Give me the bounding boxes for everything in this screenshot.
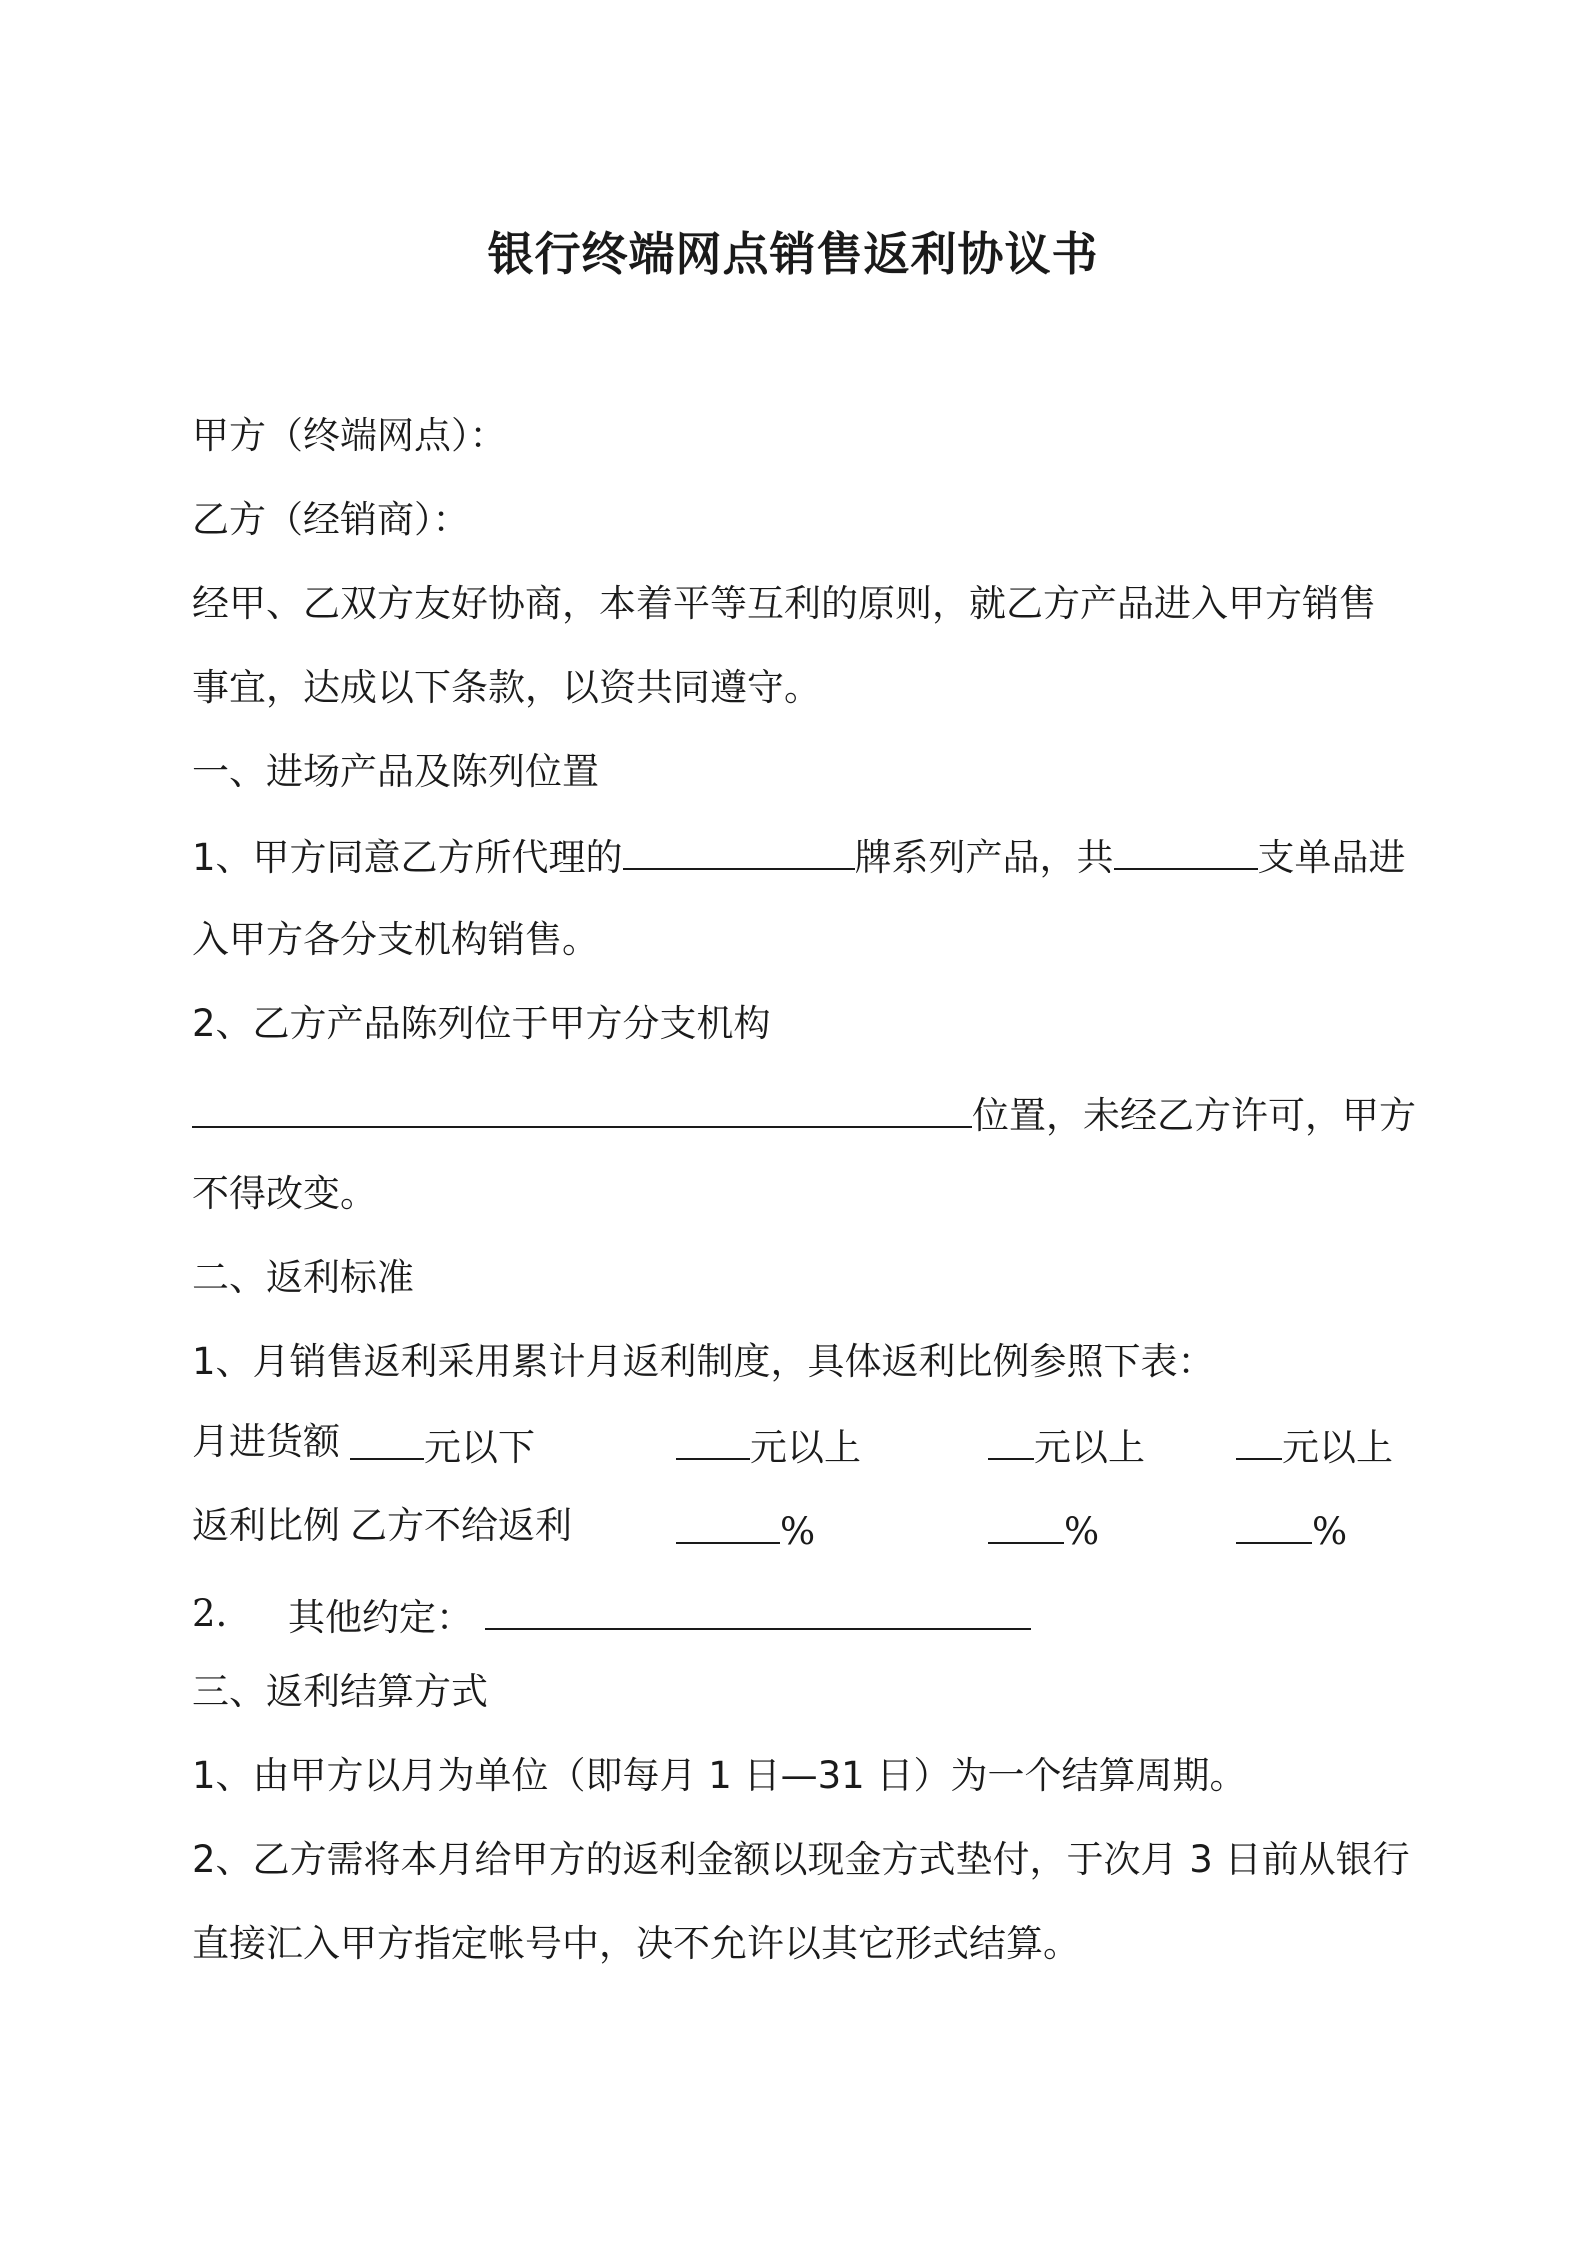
party-a-label: 甲方（终端网点）： [192,414,507,457]
table-row-2-cell-2 [676,1508,815,1556]
table-row-1-cell-4 [1236,1424,1393,1472]
intro-line-2: 事宜，达成以下条款，以资共同遵守。 [192,666,821,709]
table-row-2-cell-1: 乙方不给返利 [350,1504,572,1547]
cell-2-text: 元以上 [750,1426,861,1469]
amount-blank-4[interactable] [1236,1424,1282,1460]
other-agreement-label: 其他约定： [288,1596,473,1639]
rate-blank-2[interactable] [988,1508,1064,1544]
cell-1-text: 元以下 [424,1426,535,1469]
section-3-item-1: 1、由甲方以月为单位（即每月 1 日—31 日）为一个结算周期。 [192,1754,1247,1797]
percent-sign-1: % [780,1510,816,1553]
percent-sign-2: % [1064,1510,1100,1553]
table-row-2-cell-4 [1236,1508,1347,1556]
brand-blank[interactable] [623,832,855,870]
amount-blank-2[interactable] [676,1424,750,1460]
section-2-heading: 二、返利标准 [192,1256,414,1299]
item-1-text-a: 1、甲方同意乙方所代理的 [192,836,623,879]
rate-blank-3[interactable] [1236,1508,1312,1544]
section-1-item-2: 2、乙方产品陈列位于甲方分支机构 [192,1002,771,1045]
intro-line-1: 经甲、乙双方友好协商，本着平等互利的原则，就乙方产品进入甲方销售 [192,582,1376,625]
section-1-heading: 一、进场产品及陈列位置 [192,750,599,793]
table-row-1-cell-2 [676,1424,861,1472]
table-row-2-label: 返利比例 [192,1504,340,1547]
table-row-2-cell-3 [988,1508,1099,1556]
position-blank[interactable] [192,1090,972,1128]
section-2-item-2-number: 2. [192,1592,228,1635]
item-1-text-c: 支单品进 [1257,836,1406,879]
amount-blank-1[interactable] [350,1424,424,1460]
section-1-item-1-line-2: 入甲方各分支机构销售。 [192,918,599,961]
table-row-1-cell-3 [988,1424,1145,1472]
section-1-item-2-line-2 [192,1090,1416,1140]
section-2-item-1: 1、月销售返利采用累计月返利制度，具体返利比例参照下表： [192,1340,1215,1383]
section-3-item-2-line-2: 直接汇入甲方指定帐号中，决不允许以其它形式结算。 [192,1922,1080,1965]
amount-blank-3[interactable] [988,1424,1034,1460]
item-1-text-b: 牌系列产品，共 [854,836,1114,879]
table-row-1-cell-1 [350,1424,535,1472]
document-title: 银行终端网点销售返利协议书 [487,227,1099,281]
section-2-item-2 [288,1590,1031,1642]
rate-blank-1[interactable] [676,1508,780,1544]
party-b-label: 乙方（经销商）： [192,498,470,541]
table-row-1-label: 月进货额 [192,1420,340,1463]
count-blank[interactable] [1114,832,1258,870]
section-3-heading: 三、返利结算方式 [192,1670,488,1713]
section-1-item-1 [192,832,1406,882]
cell-3-text: 元以上 [1034,1426,1145,1469]
cell-4-text: 元以上 [1282,1426,1393,1469]
percent-sign-3: % [1312,1510,1348,1553]
item-2-text: 位置，未经乙方许可，甲方 [972,1094,1416,1137]
section-1-item-2-line-3: 不得改变。 [192,1172,377,1215]
other-agreement-blank[interactable] [485,1590,1031,1630]
section-3-item-2: 2、乙方需将本月给甲方的返利金额以现金方式垫付，于次月 3 日前从银行 [192,1838,1410,1881]
